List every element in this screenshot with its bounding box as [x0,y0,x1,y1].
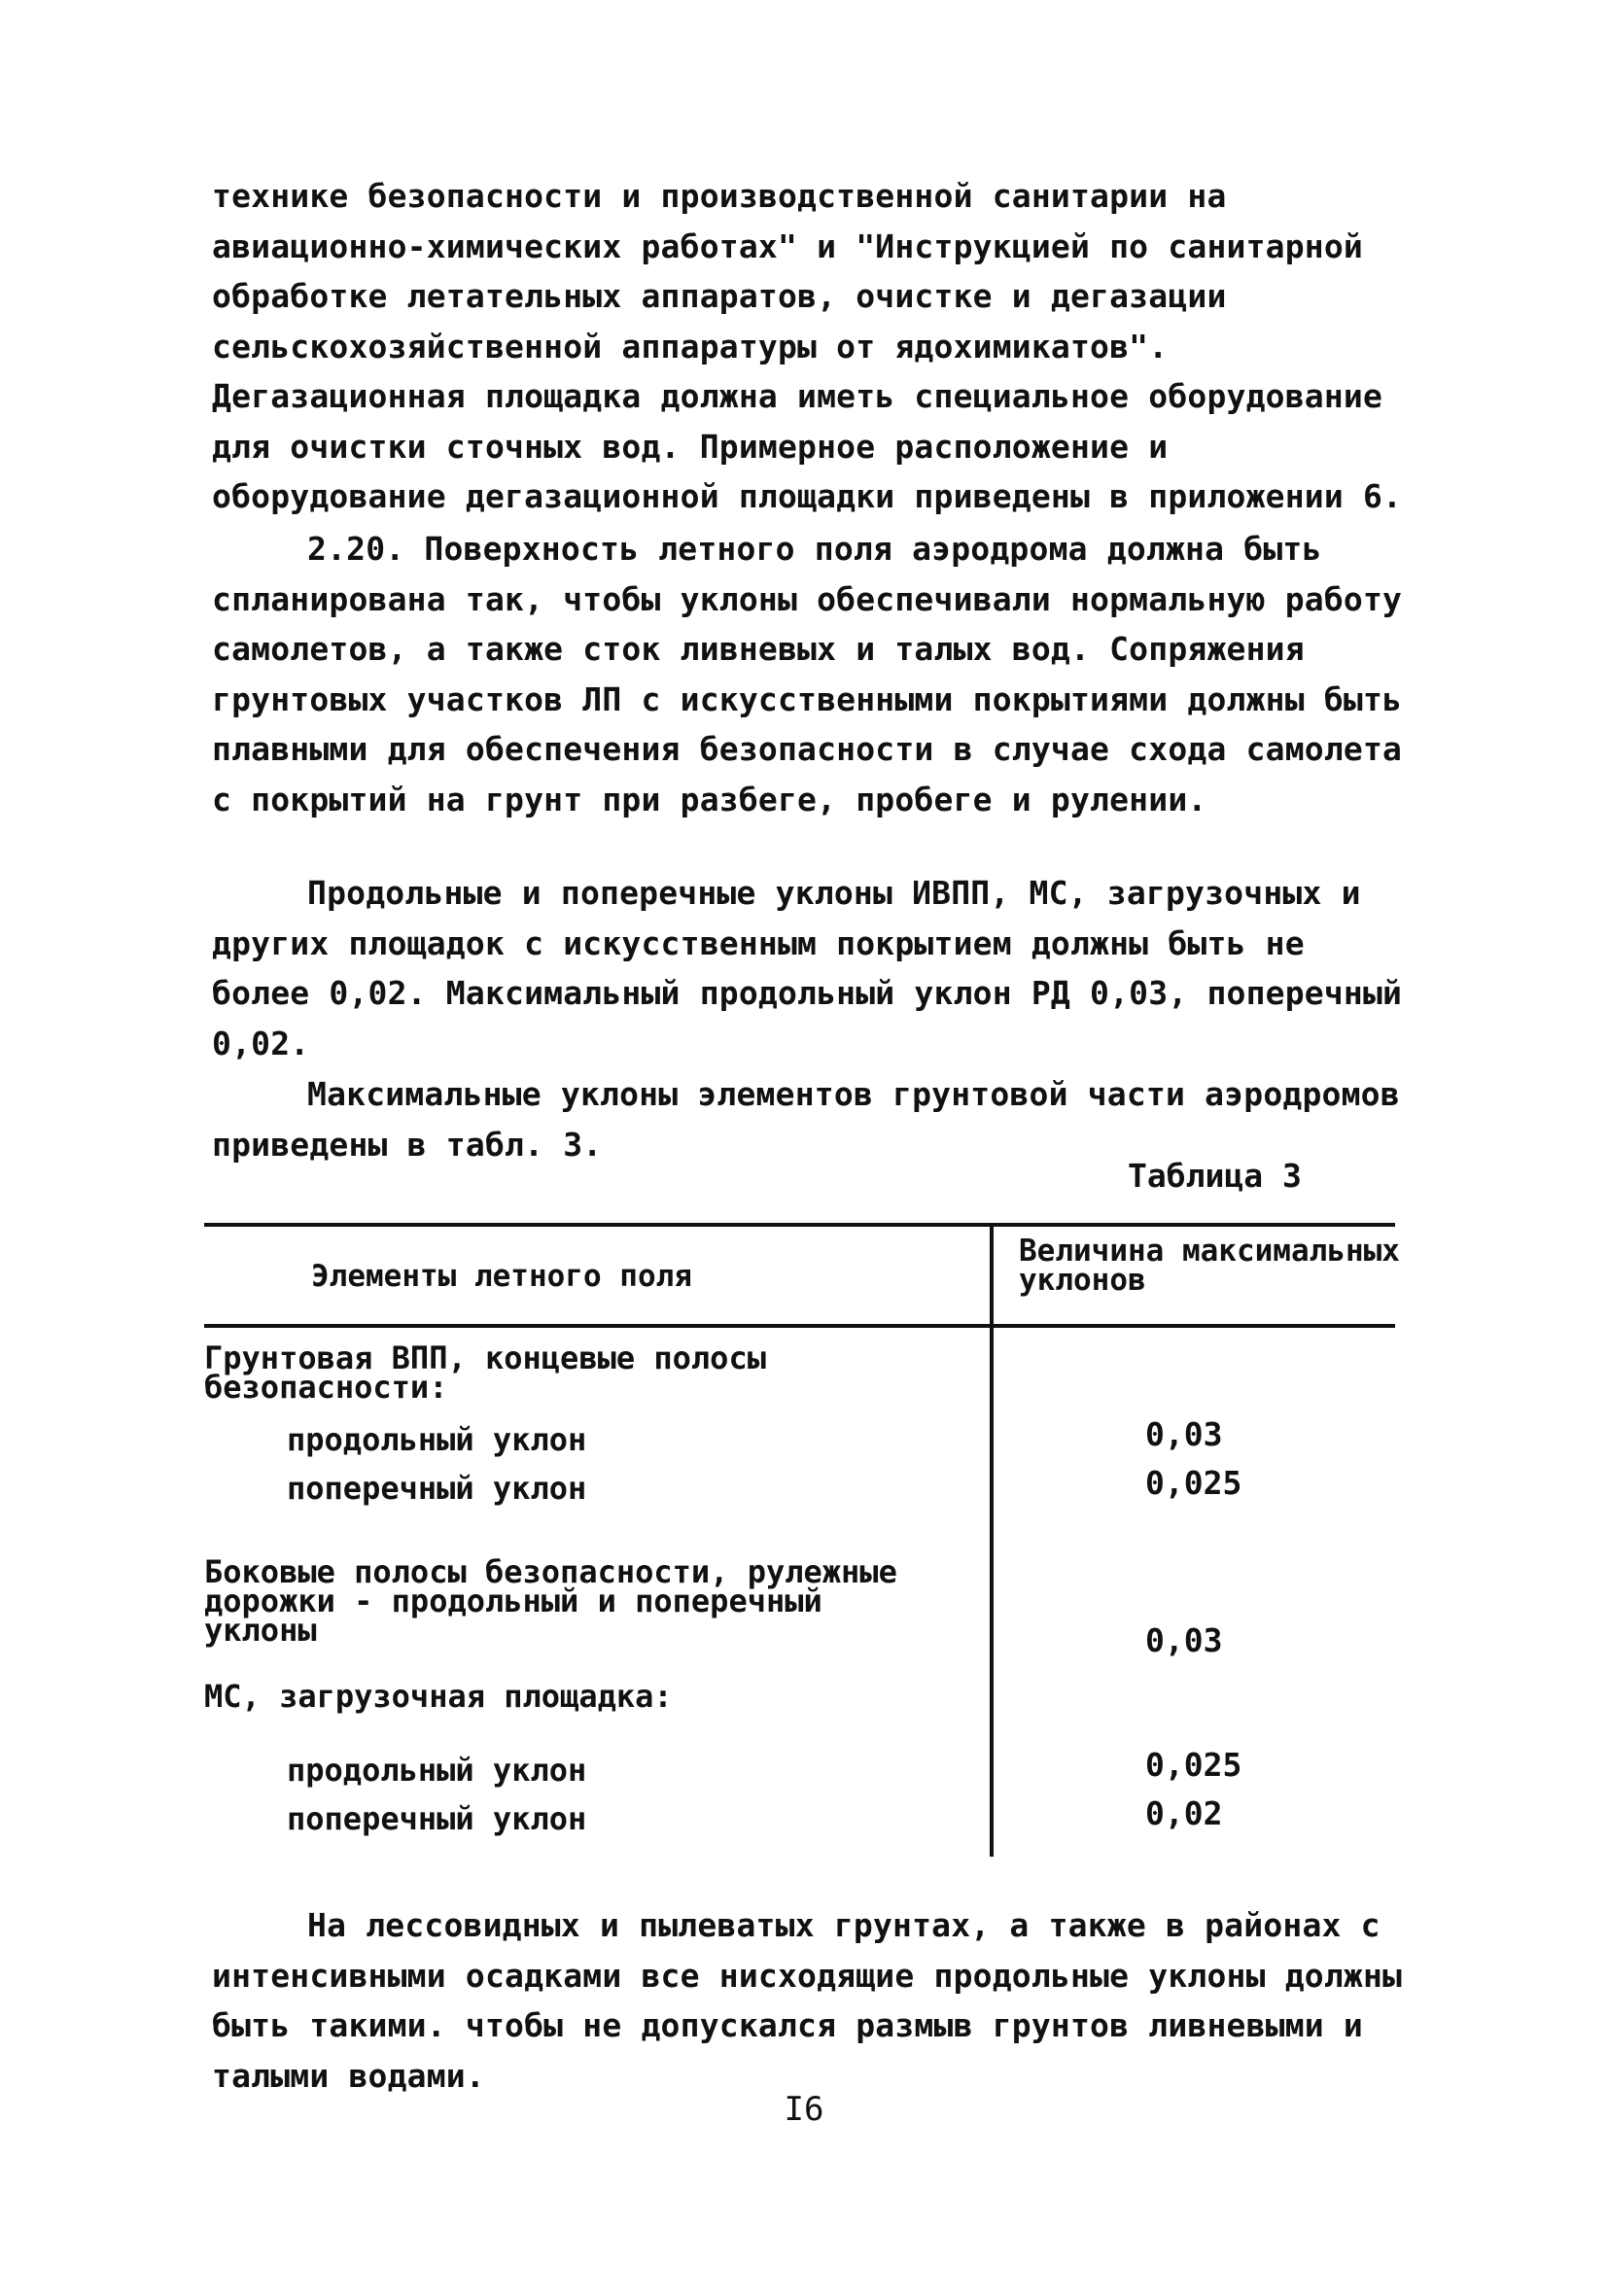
paragraph-loess-soils: На лессовидных и пылеватых грунтах, а также в районах с интенсивными осадками все нисходящие продольные уклоны должны быть такими. чтобы не допускался размыв грунтов ливневыми и талыми водами. [212,1906,1403,2095]
table-row-value: 0,025 [1145,1746,1242,1784]
slopes-table [204,1223,1400,1857]
paragraph-slopes-limits: Продольные и поперечные уклоны ИВПП, МС, загрузочных и других площадок с искусственным покрытием должны быть не более 0,02. Максимальный продольный уклон РД 0,03, поперечный 0,02. [212,874,1403,1062]
table-header-rule [204,1324,1395,1328]
table-header-value: Величина максимальных уклонов [1019,1234,1400,1298]
paragraph-sanitary-treatment: технике безопасности и производственной санитарии на авиационно-химических работах" и "Инструкцией по санитарной обработке летательных аппаратов, очистке и дегазации сельскохозяйственной аппаратуры от ядохимикатов". Дегазационная площадка должна иметь специальное оборудование для очистки сточных вод. Примерное расположение и оборудование дегазационной площадки приведены в приложении 6. [212,177,1403,515]
page-number: I6 [784,2090,824,2129]
table-row-value: 0,03 [1145,1415,1223,1453]
paragraph-2-20-surface: 2.20. Поверхность летного поля аэродрома должна быть спланирована так, чтобы уклоны обеспечивали нормальную работу самолетов, а также сток ливневых и талых вод. Сопряжения грунтовых участков ЛП с искусственными покрытиями должны быть плавными для обеспечения безопасности в случае схода самолета с покрытий на грунт при разбеге, пробеге и рулении. [212,530,1403,818]
table-row-label: Боковые полосы безопасности, рулежные дорожки - продольный и поперечный уклоны [204,1553,897,1649]
paragraph-table-reference: Максимальные уклоны элементов грунтовой части аэродромов приведены в табл. 3. [212,1075,1400,1164]
table-row-label: продольный уклон [287,1421,587,1458]
table-row-label: Грунтовая ВПП, концевые полосы безопасности: [204,1339,766,1406]
table-row-value: 0,025 [1145,1464,1242,1502]
table-row-value: 0,02 [1145,1794,1223,1832]
table-row-label: поперечный уклон [287,1470,587,1507]
table-header-elements: Элементы летного поля [311,1259,692,1294]
table-row-label: поперечный уклон [287,1800,587,1837]
table-column-divider [990,1223,994,1857]
table-row-value: 0,03 [1145,1621,1223,1659]
table-row-label: продольный уклон [287,1752,587,1789]
table-caption: Таблица 3 [1128,1157,1302,1195]
table-row-label: МС, загрузочная площадка: [204,1678,673,1715]
table-top-rule [204,1223,1395,1227]
